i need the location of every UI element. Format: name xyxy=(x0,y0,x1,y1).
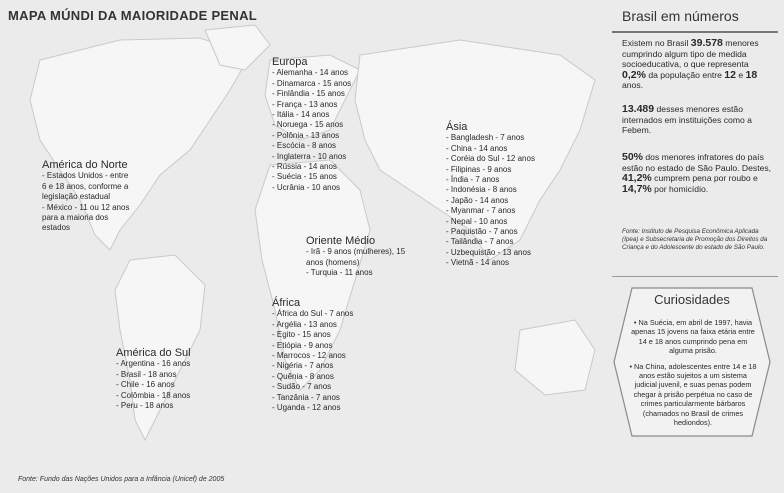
list-item: - Vietnã - 14 anos xyxy=(446,258,556,268)
region-name: Oriente Médio xyxy=(306,235,376,247)
stat-text: anos. xyxy=(622,80,644,91)
list-item: - Uganda - 12 anos xyxy=(272,403,372,413)
panel-divider-2 xyxy=(612,276,778,277)
region-name: Europa xyxy=(272,56,308,68)
stat-text: por homicídio. xyxy=(651,183,709,194)
list-item: - Escócia - 8 anos xyxy=(272,141,382,151)
list-item: - Turquia - 11 anos xyxy=(306,268,410,278)
stat-block-1 xyxy=(622,38,772,91)
list-item: - Etiópia - 9 anos xyxy=(272,341,372,351)
list-item: - Myanmar - 7 anos xyxy=(446,206,556,216)
stat-text: e xyxy=(735,69,746,80)
list-item: - Inglaterra - 10 anos xyxy=(272,152,382,162)
curiosidades-title: Curiosidades xyxy=(654,292,730,307)
list-item: - Tanzânia - 7 anos xyxy=(272,393,372,403)
list-item: - Indonésia - 8 anos xyxy=(446,185,556,195)
list-item: - Tailândia - 7 anos xyxy=(446,237,556,247)
stat-number: 39.578 xyxy=(690,37,723,49)
region-africa xyxy=(272,298,372,413)
list-item: - Chile - 16 anos xyxy=(116,380,216,390)
stat-text: cumprem pena por roubo e xyxy=(651,173,758,184)
list-item: - França - 13 anos xyxy=(272,100,382,110)
list-item: - Bangladesh - 7 anos xyxy=(446,133,556,143)
list-item: - México - 11 ou 12 anos para a maioria dos estados xyxy=(42,203,134,234)
list-item: - Itália - 14 anos xyxy=(272,110,382,120)
list-item: - Índia - 7 anos xyxy=(446,175,556,185)
list-item: - Suécia - 15 anos xyxy=(272,172,382,182)
list-item: - Nepal - 10 anos xyxy=(446,217,556,227)
list-item: - Dinamarca - 15 anos xyxy=(272,79,382,89)
list-item: - Peru - 18 anos xyxy=(116,401,216,411)
list-item: - Sudão - 7 anos xyxy=(272,382,372,392)
stat-number: 14,7% xyxy=(622,182,652,195)
list-item: - Japão - 14 anos xyxy=(446,196,556,206)
list-item: - Irã - 9 anos (mulheres), 15 anos (homens) xyxy=(306,247,410,268)
list-item: - Coréia do Sul - 12 anos xyxy=(446,154,556,164)
curiosidades-box xyxy=(612,286,772,438)
stat-text: dos menores infratores do país estão no estado de São Paulo. Destes, xyxy=(622,152,772,173)
list-item: - Polônia - 13 anos xyxy=(272,131,382,141)
region-europe xyxy=(272,57,382,193)
region-middle-east xyxy=(306,236,410,279)
page-title: MAPA MÚNDI DA MAIORIDADE PENAL xyxy=(8,8,258,23)
stat-number: 41,2% xyxy=(622,172,652,185)
stat-text: da população entre xyxy=(645,69,725,80)
stat-number: 13.489 xyxy=(622,103,655,115)
list-item: - Quênia - 8 anos xyxy=(272,372,372,382)
curiosity-item: • Na China, adolescentes entre 14 e 18 anos estão sujeitos a um sistema judicial juvenil, e suas penas podem chegar à prisão perpétua no caso de crimes particularmente bárbaros (chamados no Brasil de crimes hediondos). xyxy=(628,362,758,428)
stat-block-3 xyxy=(622,152,772,194)
list-item: - Nigéria - 7 anos xyxy=(272,361,372,371)
panel-source: Fonte: Instituto de Pesquisa Econômica Aplicada (Ipea) e Subsecretaria de Promoção dos Direitos da Criança e do Adolescente do estado de São Paulo. xyxy=(622,228,768,252)
list-item: - Egito - 15 anos xyxy=(272,330,372,340)
list-item: - Noruega - 15 anos xyxy=(272,120,382,130)
region-name: Ásia xyxy=(446,121,468,133)
list-item: - Marrocos - 12 anos xyxy=(272,351,372,361)
curiosity-item: • Na Suécia, em abril de 1997, havia apenas 15 jovens na faixa etária entre 14 e 18 anos cumprindo pena em alguma prisão. xyxy=(628,318,758,356)
region-asia xyxy=(446,122,556,269)
list-item: - Rússia - 14 anos xyxy=(272,162,382,172)
region-north-america xyxy=(42,160,134,234)
list-item: - Filipinas - 9 anos xyxy=(446,165,556,175)
panel-title: Brasil em números xyxy=(622,8,739,24)
stat-number: 0,2% xyxy=(622,68,646,81)
list-item: - China - 14 anos xyxy=(446,144,556,154)
list-item: - Finlândia - 15 anos xyxy=(272,89,382,99)
list-item: - Paquistão - 7 anos xyxy=(446,227,556,237)
list-item: - Brasil - 18 anos xyxy=(116,370,216,380)
stat-number: 50% xyxy=(622,151,644,163)
region-south-america xyxy=(116,348,216,411)
list-item: - Alemanha - 14 anos xyxy=(272,68,382,78)
region-name: América do Sul xyxy=(116,347,191,359)
stat-number: 12 xyxy=(724,68,736,81)
stat-text: desses menores estão internados em instituições como a Febem. xyxy=(622,104,752,136)
stat-text: Existem no Brasil xyxy=(622,38,691,48)
list-item: - Uzbequistão - 13 anos xyxy=(446,248,556,258)
stat-number: 18 xyxy=(745,68,758,81)
list-item: - África do Sul - 7 anos xyxy=(272,309,372,319)
stat-text: menores cumprindo algum tipo de medida socioeducativa, o que representa xyxy=(622,38,759,70)
region-name: América do Norte xyxy=(42,159,128,171)
stat-block-2 xyxy=(622,104,772,136)
list-item: - Argélia - 13 anos xyxy=(272,320,372,330)
list-item: - Estados Unidos - entre 6 e 18 anos, conforme a legislação estadual xyxy=(42,171,134,202)
list-item: - Argentina - 16 anos xyxy=(116,359,216,369)
list-item: - Colômbia - 18 anos xyxy=(116,391,216,401)
australia-shape xyxy=(515,320,595,395)
list-item: - Ucrânia - 10 anos xyxy=(272,183,382,193)
region-name: África xyxy=(272,297,301,309)
curiosidades-body xyxy=(628,318,758,433)
panel-divider xyxy=(612,31,778,33)
map-source: Fonte: Fundo das Nações Unidos para a Infância (Unicef) de 2005 xyxy=(18,476,225,483)
